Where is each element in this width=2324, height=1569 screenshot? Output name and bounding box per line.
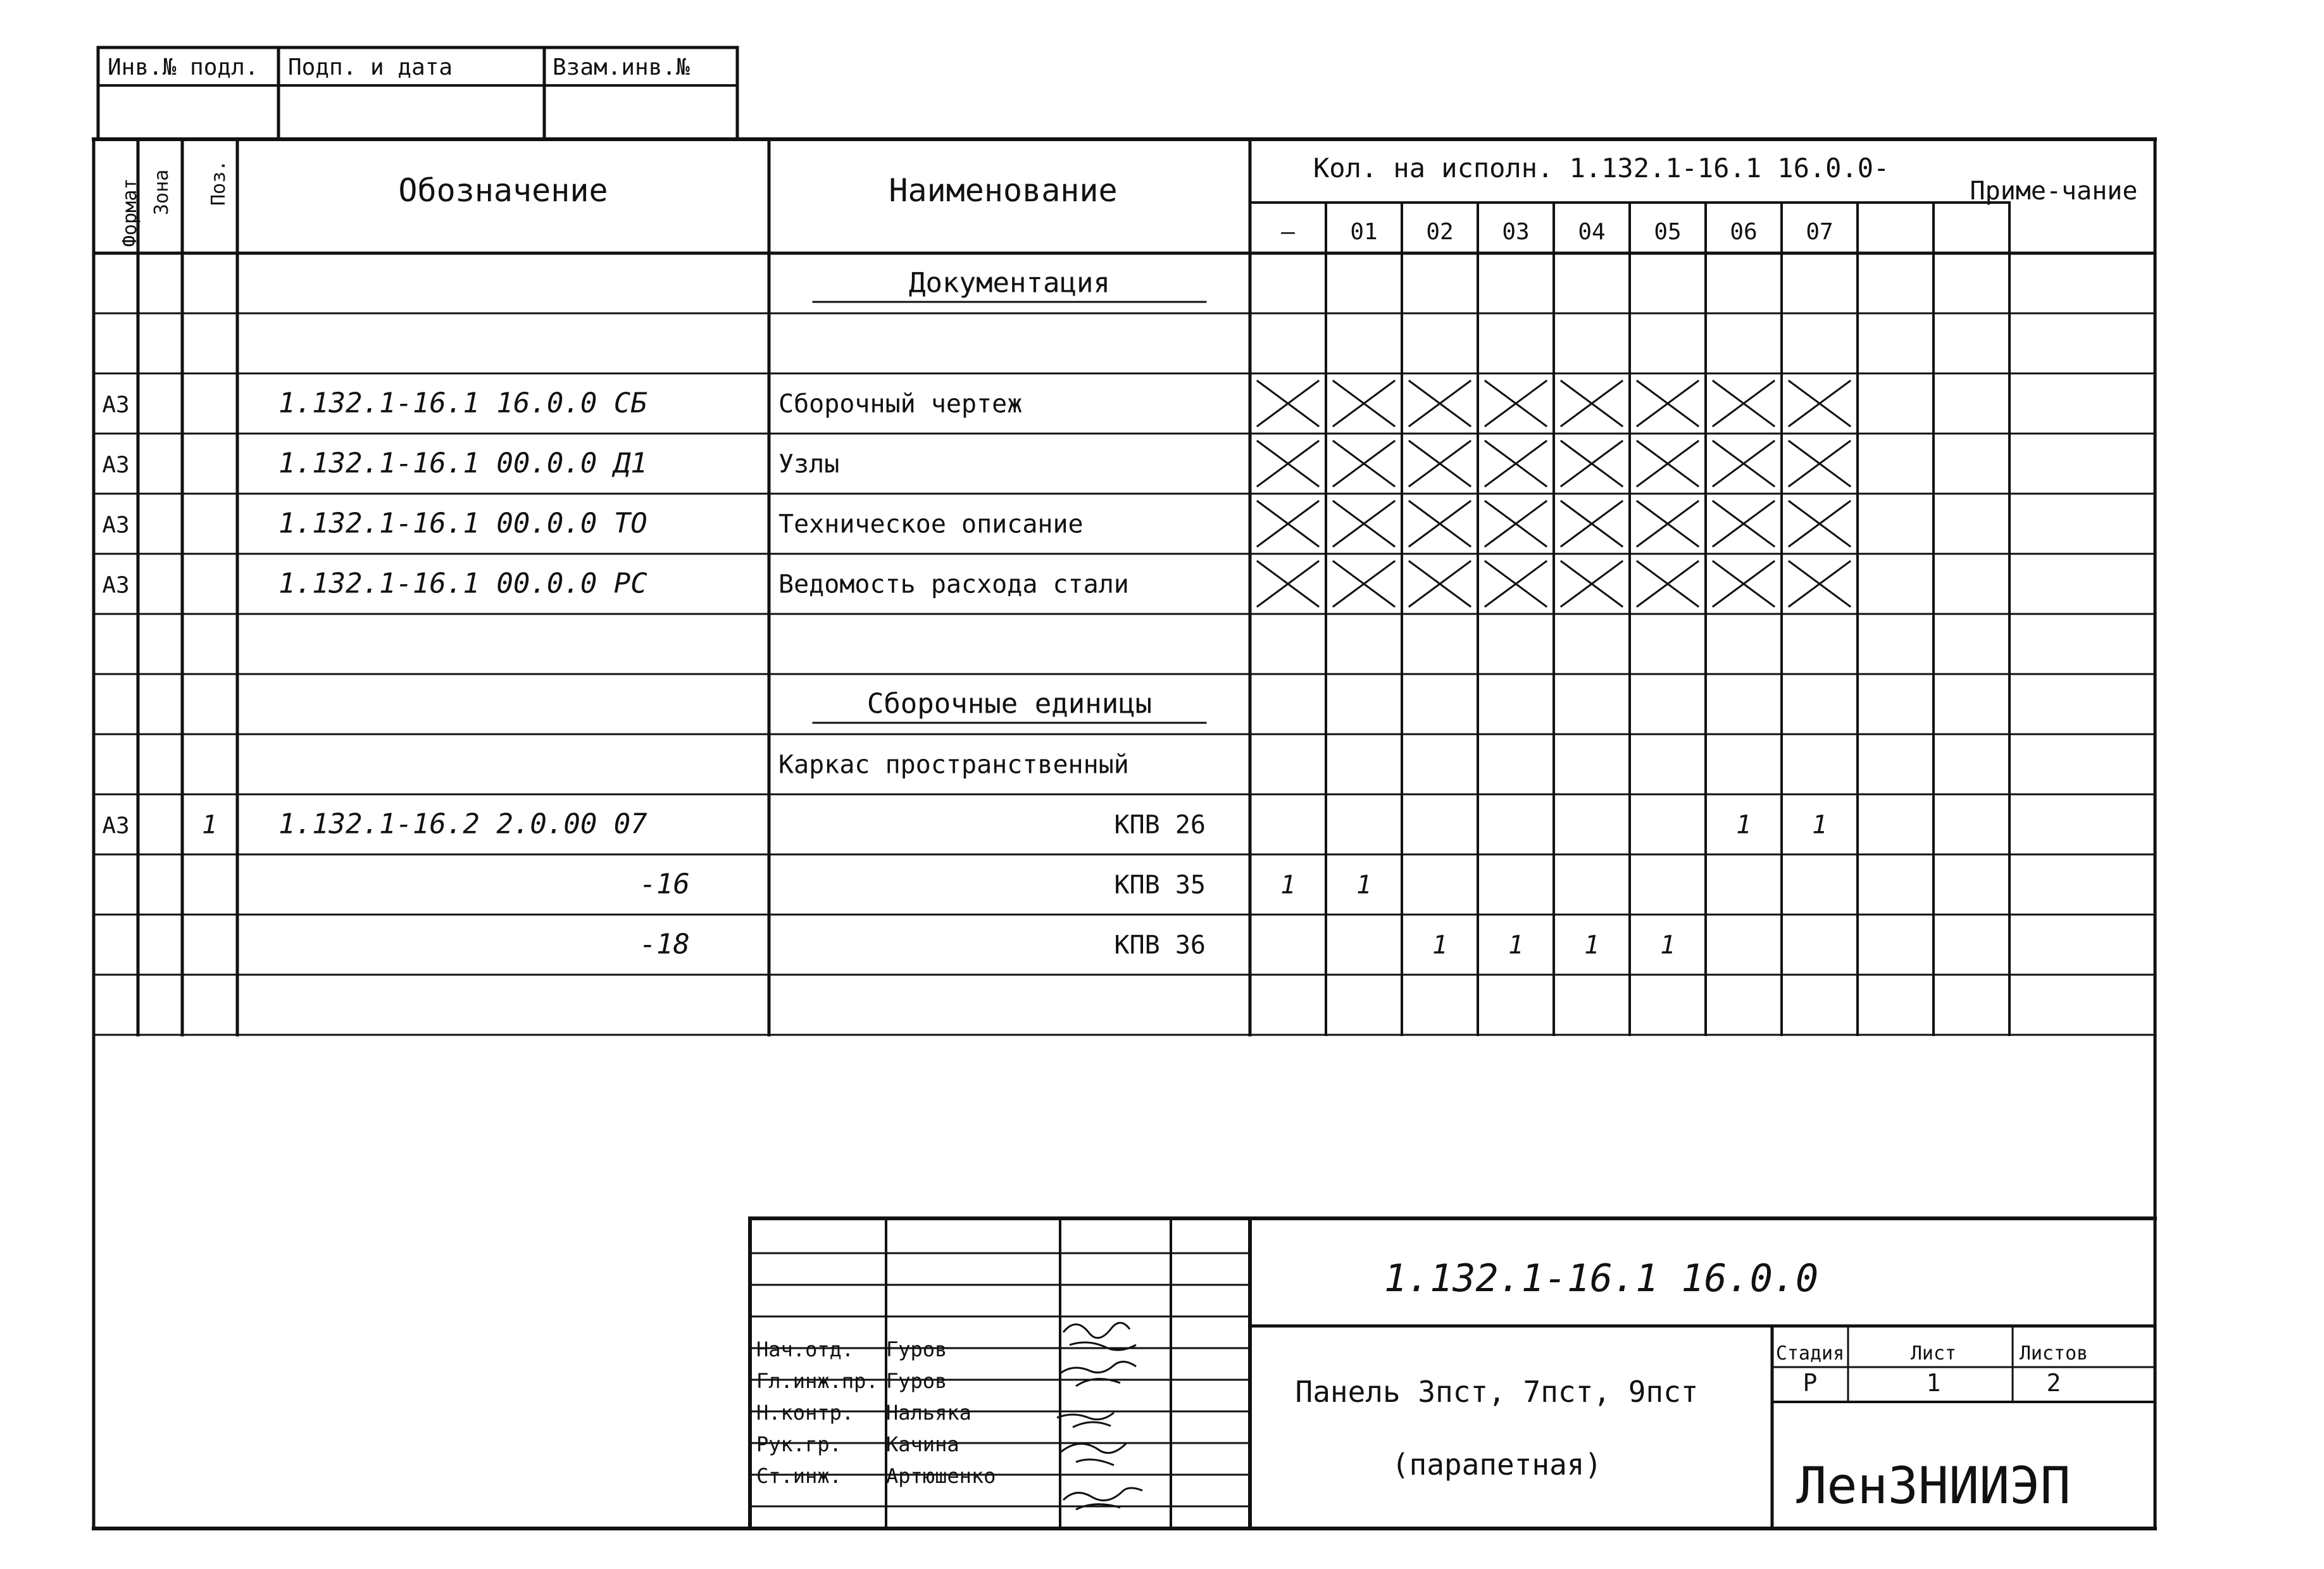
document-code: 1.132.1-16.1 16.0.0 <box>1384 1256 1819 1301</box>
name-cell: Ведомость расхода стали <box>778 570 1129 599</box>
variant-header: 03 <box>1502 219 1530 245</box>
variant-header: 01 <box>1350 219 1378 245</box>
sheet-value: 1 <box>1926 1369 1941 1397</box>
sign-date-label: Подп. и дата <box>288 54 453 80</box>
sig-role-2: Гл.инж.пр. <box>756 1369 878 1393</box>
format-cell: А3 <box>102 392 130 418</box>
header-format: Формат <box>119 178 141 247</box>
qty-cell: 1 <box>1735 810 1752 840</box>
qty-cell: 1 <box>1432 930 1448 960</box>
header-pos: Поз. <box>208 159 230 206</box>
organization: ЛенЗНИИЭП <box>1796 1456 2071 1515</box>
pos-cell: 1 <box>201 810 218 840</box>
section-heading: Сборочные единицы <box>866 687 1153 720</box>
name-cell: Сборочный чертеж <box>778 389 1023 419</box>
format-cell: А3 <box>102 572 130 599</box>
name-cell: КПВ 36 <box>1114 930 1206 960</box>
designation-cell: 1.132.1-16.1 16.0.0 СБ <box>278 387 647 420</box>
qty-cell: 1 <box>1356 870 1372 900</box>
qty-cell: 1 <box>1811 810 1828 840</box>
qty-cell: 1 <box>1280 870 1296 900</box>
header-note: Приме-чание <box>1970 177 2138 206</box>
variant-header: 06 <box>1730 219 1758 245</box>
name-cell: Каркас пространственный <box>778 750 1129 780</box>
qty-cell: 1 <box>1508 930 1524 960</box>
sig-name-1: Гуров <box>886 1337 947 1361</box>
name-cell: Техническое описание <box>778 509 1084 539</box>
sig-name-4: Качина <box>886 1432 959 1456</box>
sig-role-5: Ст.инж. <box>756 1464 842 1488</box>
name-cell: Узлы <box>778 449 840 479</box>
sig-name-5: Артюшенко <box>886 1464 996 1488</box>
sheets-value: 2 <box>2046 1369 2061 1397</box>
name-cell: КПВ 35 <box>1114 870 1206 900</box>
title-line-2: (парапетная) <box>1391 1447 1602 1482</box>
variant-header: 02 <box>1426 219 1454 245</box>
sig-role-1: Нач.отд. <box>756 1337 854 1361</box>
inv-label: Инв.№ подл. <box>108 54 259 80</box>
format-cell: А3 <box>102 452 130 478</box>
designation-cell: -18 <box>639 928 690 961</box>
stage-value: Р <box>1802 1369 1818 1397</box>
variant-header: 05 <box>1654 219 1682 245</box>
designation-cell: 1.132.1-16.1 00.0.0 ТО <box>278 507 647 540</box>
sheets-label: Листов <box>2019 1342 2089 1365</box>
sig-role-3: Н.контр. <box>756 1401 854 1425</box>
header-qty: Кол. на исполн. 1.132.1-16.1 16.0.0- <box>1313 153 1890 184</box>
format-cell: А3 <box>102 813 130 839</box>
header-name: Наименование <box>889 172 1118 209</box>
header-zone: Зона <box>151 169 173 215</box>
name-cell: КПВ 26 <box>1114 810 1206 840</box>
qty-cell: 1 <box>1659 930 1676 960</box>
handwritten-signatures <box>1057 1323 1142 1510</box>
sig-role-4: Рук.гр. <box>756 1432 842 1456</box>
format-cell: А3 <box>102 512 130 539</box>
designation-cell: 1.132.1-16.2 2.0.00 07 <box>278 808 647 841</box>
stage-label: Стадия <box>1775 1342 1845 1365</box>
variant-header: 04 <box>1578 219 1606 245</box>
header-designation: Обозначение <box>398 172 608 209</box>
designation-cell: 1.132.1-16.1 00.0.0 РС <box>278 567 647 600</box>
variant-header: 07 <box>1806 219 1834 245</box>
sig-name-3: Нальяка <box>886 1401 971 1425</box>
specification-rows <box>102 219 1833 961</box>
designation-cell: -16 <box>639 868 690 901</box>
sig-name-2: Гуров <box>886 1369 947 1393</box>
qty-cell: 1 <box>1584 930 1600 960</box>
designation-cell: 1.132.1-16.1 00.0.0 Д1 <box>278 447 647 480</box>
sheet-label: Лист <box>1910 1342 1957 1365</box>
variant-header: — <box>1281 219 1295 245</box>
title-line-1: Панель 3пст, 7пст, 9пст <box>1295 1375 1699 1409</box>
section-heading: Документация <box>909 266 1110 299</box>
table-grid <box>94 47 2155 1528</box>
replace-inv-label: Взам.инв.№ <box>553 54 690 80</box>
